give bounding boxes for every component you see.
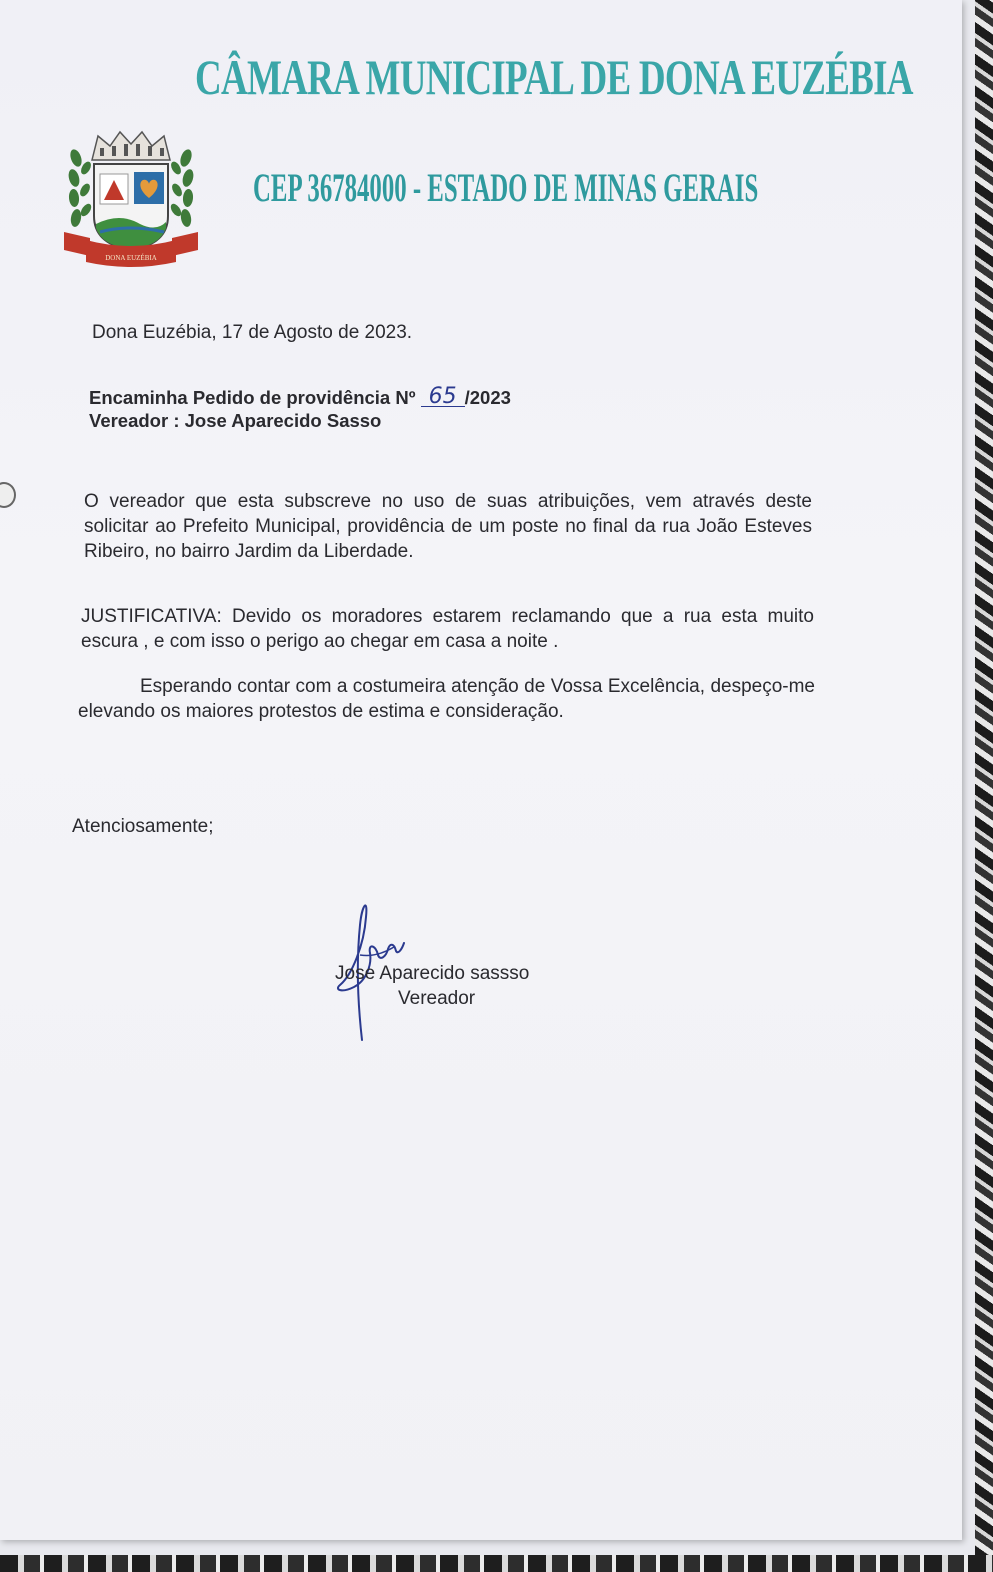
body-paragraph: O vereador que esta subscreve no uso de suas atribuições, vem através deste solicitar ao Prefeito Municipal, providência de um poste no final da rua João Esteves Ribeiro, no bairro Jardim da Liberdade.: [84, 491, 812, 562]
subject-line: [89, 386, 511, 409]
coat-of-arms-icon: [60, 128, 202, 270]
councilor-line: Vereador : Jose Aparecido Sasso: [89, 410, 382, 431]
desk-edge: [0, 1555, 993, 1572]
courtesy-paragraph: Esperando contar com a costumeira atenção de Vossa Excelência, despeço-me elevando os maiores protestos de estima e consideração.: [78, 676, 815, 722]
subject-block: [89, 386, 511, 432]
letterhead-subtitle: CEP 36784000 - ESTADO DE MINAS GERAIS: [253, 165, 759, 210]
date-line: Dona Euzébia, 17 de Agosto de 2023.: [92, 322, 413, 343]
justification-paragraph: JUSTIFICATIVA: Devido os moradores estarem reclamando que a rua esta muito escura , e com isso o perigo ao chegar em casa a noite .: [81, 606, 814, 652]
signatory-name: Jose Aparecido sassso: [335, 963, 530, 984]
subject-year: /2023: [464, 387, 511, 408]
crest-motto: DONA EUZÉBIA: [105, 254, 157, 262]
closing-line: Atenciosamente;: [72, 816, 214, 837]
subject-prefix: Encaminha Pedido de providência Nº: [89, 387, 421, 408]
handwritten-number: 65: [421, 388, 465, 407]
hole-punch-mark: [0, 482, 16, 508]
letterhead-title: CÂMARA MUNICIPAL DE DONA EUZÉBIA: [195, 49, 913, 105]
signatory-role: Vereador: [398, 988, 476, 1009]
